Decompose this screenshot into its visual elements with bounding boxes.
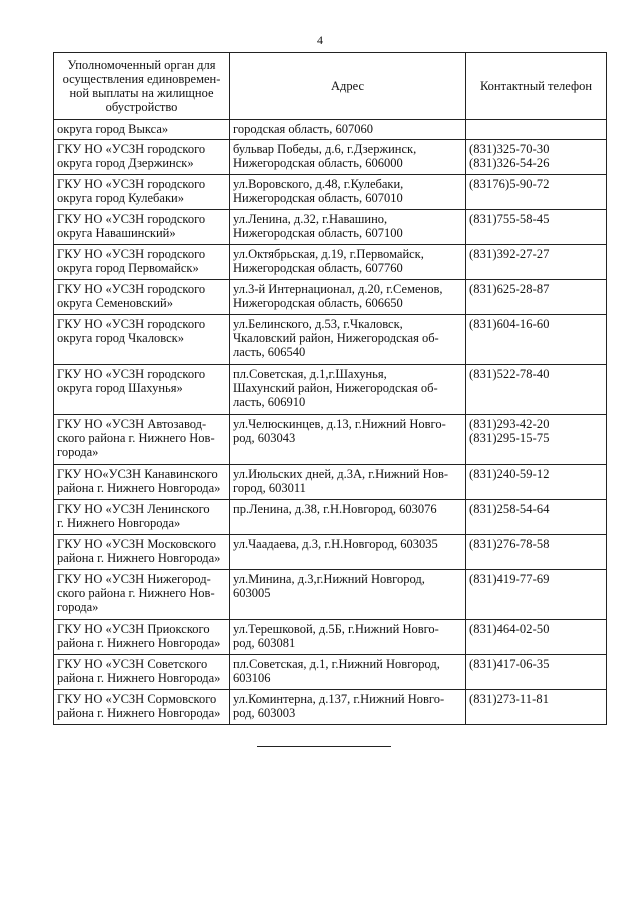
phone-cell [466,465,607,500]
address-cell [230,690,466,725]
cell-line: Нижегородская область, 607100 [233,226,403,240]
phone-cell [466,210,607,245]
cell-line: ГКУ НО«УСЗН Канавинского [57,467,218,481]
cell-line: (831)464-02-50 [469,622,550,636]
cell-line: города» [57,445,99,459]
cell-line: (831)295-15-75 [469,431,550,445]
cell-line: (831)293-42-20 [469,417,550,431]
cell-line: ул.Воровского, д.48, г.Кулебаки, [233,177,404,191]
cell-line: ул.Октябрьская, д.19, г.Первомайск, [233,247,424,261]
organization-cell [54,500,230,535]
organization-cell [54,175,230,210]
address-cell [230,140,466,175]
cell-line: ГКУ НО «УСЗН городского [57,247,206,261]
cell-line: (831)604-16-60 [469,317,550,331]
cell-line: Нижегородская область, 607010 [233,191,403,205]
table-row [54,570,607,620]
address-cell [230,415,466,465]
cell-line: ГКУ НО «УСЗН городского [57,367,206,381]
cell-line: 603106 [233,671,271,685]
cell-line: пл.Советская, д.1, г.Нижний Новгород, [233,657,440,671]
cell-line: ул.Июльских дней, д.3А, г.Нижний Нов- [233,467,449,481]
address-cell [230,465,466,500]
address-cell [230,500,466,535]
table-row [54,315,607,365]
cell-line: ул.Терешковой, д.5Б, г.Нижний Новго- [233,622,439,636]
table-row [54,210,607,245]
phone-cell [466,175,607,210]
cell-line: ласть, 606910 [233,395,306,409]
phone-cell [466,280,607,315]
cell-line: округа город Кулебаки» [57,191,184,205]
table-row [54,415,607,465]
address-cell [230,570,466,620]
cell-line: ГКУ НО «УСЗН Советского [57,657,208,671]
cell-line: ГКУ НО «УСЗН Автозавод- [57,417,207,431]
cell-line: род, 603003 [233,706,296,720]
organization-cell [54,535,230,570]
cell-line: ского района г. Нижнего Нов- [57,431,215,445]
table-row [54,365,607,415]
cell-line: (831)417-06-35 [469,657,550,671]
cell-line: (831)258-54-64 [469,502,550,516]
cell-line: Адрес [330,78,365,93]
phone-cell [466,690,607,725]
cell-line: род, 603043 [233,431,296,445]
table-row [54,175,607,210]
phone-cell [466,415,607,465]
page-number: 4 [317,33,323,47]
address-cell [230,280,466,315]
cell-line: города» [57,600,99,614]
cell-line: Нижегородская область, 606650 [233,296,403,310]
cell-line: ГКУ НО «УСЗН городского [57,142,206,156]
phone-cell [466,365,607,415]
address-cell [230,365,466,415]
cell-line: Шахунский район, Нижегородская об- [233,381,438,395]
cell-line: (831)325-70-30 [469,142,550,156]
table-row [54,245,607,280]
cell-line: округа Навашинский» [57,226,176,240]
cell-line: ГКУ НО «УСЗН городского [57,317,206,331]
cell-line: (831)240-59-12 [469,467,550,481]
organization-cell [54,245,230,280]
cell-line: пл.Советская, д.1,г.Шахунья, [233,367,387,381]
organization-cell [54,655,230,690]
address-cell [230,655,466,690]
cell-line: ул.Челюскинцев, д.13, г.Нижний Новго- [233,417,446,431]
cell-line: осуществления единовремен- [62,72,221,86]
end-rule [257,746,391,747]
cell-line: района г. Нижнего Новгорода» [57,551,221,565]
address-cell [230,175,466,210]
cell-line: ул.Минина, д.3,г.Нижний Новгород, [233,572,425,586]
address-cell [230,315,466,365]
cell-line: 603005 [233,586,271,600]
organization-cell [54,120,230,140]
header-address [230,53,466,120]
cell-line: округа город Дзержинск» [57,156,194,170]
cell-line: района г. Нижнего Новгорода» [57,671,221,685]
organization-cell [54,690,230,725]
cell-line: Нижегородская область, 607760 [233,261,403,275]
cell-line: округа город Первомайск» [57,261,199,275]
table-row [54,120,607,140]
cell-line: город, 603011 [233,481,306,495]
cell-line: (831)273-11-81 [469,692,550,706]
organization-cell [54,280,230,315]
table-row [54,535,607,570]
header-phone [466,53,607,120]
phone-cell [466,570,607,620]
cell-line: ского района г. Нижнего Нов- [57,586,215,600]
cell-line: городская область, 607060 [233,122,373,136]
cell-line: округа город Чкаловск» [57,331,185,345]
cell-line: Нижегородская область, 606000 [233,156,403,170]
cell-line: (831)522-78-40 [469,367,550,381]
cell-line: ГКУ НО «УСЗН Ленинского [57,502,210,516]
phone-cell [466,620,607,655]
cell-line: района г. Нижнего Новгорода» [57,636,221,650]
phone-cell [466,120,607,140]
organization-cell [54,415,230,465]
table-row [54,280,607,315]
organization-cell [54,465,230,500]
cell-line: (831)625-28-87 [469,282,550,296]
cell-line: ул.3-й Интернационал, д.20, г.Семенов, [233,282,443,296]
table-row [54,465,607,500]
phone-cell [466,315,607,365]
table-row [54,500,607,535]
cell-line: (831)276-78-58 [469,537,550,551]
phone-cell [466,140,607,175]
cell-line: района г. Нижнего Новгорода» [57,706,221,720]
table-row [54,620,607,655]
address-cell [230,120,466,140]
cell-line: округа Семеновский» [57,296,173,310]
cell-line: ГКУ НО «УСЗН городского [57,282,206,296]
organization-cell [54,140,230,175]
table-row [54,690,607,725]
address-cell [230,620,466,655]
cell-line: род, 603081 [233,636,296,650]
cell-line: (83176)5-90-72 [469,177,550,191]
table-row [54,655,607,690]
cell-line: Контактный телефон [479,78,593,93]
cell-line: ГКУ НО «УСЗН Сормовского [57,692,217,706]
cell-line: округа город Выкса» [57,122,169,136]
table-row [54,140,607,175]
cell-line: Уполномоченный орган для [67,58,216,72]
cell-line: ГКУ НО «УСЗН городского [57,177,206,191]
cell-line: ул.Белинского, д.53, г.Чкаловск, [233,317,403,331]
cell-line: ГКУ НО «УСЗН Московского [57,537,217,551]
cell-line: Чкаловский район, Нижегородская об- [233,331,439,345]
cell-line: ул.Коминтерна, д.137, г.Нижний Новго- [233,692,445,706]
address-cell [230,535,466,570]
cell-line: (831)326-54-26 [469,156,550,170]
phone-cell [466,655,607,690]
cell-line: (831)755-58-45 [469,212,550,226]
cell-line: обустройство [105,100,178,114]
phone-cell [466,535,607,570]
organization-cell [54,210,230,245]
cell-line: ной выплаты на жилищное [69,86,214,100]
agencies-table [53,52,607,725]
cell-line: (831)419-77-69 [469,572,550,586]
cell-line: бульвар Победы, д.6, г.Дзержинск, [233,142,417,156]
cell-line: ул.Чаадаева, д.3, г.Н.Новгород, 603035 [233,537,438,551]
organization-cell [54,570,230,620]
header-organization [54,53,230,120]
cell-line: ГКУ НО «УСЗН Приокского [57,622,210,636]
cell-line: ГКУ НО «УСЗН городского [57,212,206,226]
table-header-row [54,53,607,120]
cell-line: округа город Шахунья» [57,381,183,395]
cell-line: ГКУ НО «УСЗН Нижегород- [57,572,211,586]
organization-cell [54,365,230,415]
cell-line: ул.Ленина, д.32, г.Навашино, [233,212,388,226]
cell-line: ласть, 606540 [233,345,306,359]
organization-cell [54,620,230,655]
phone-cell [466,245,607,280]
cell-line: района г. Нижнего Новгорода» [57,481,221,495]
address-cell [230,245,466,280]
phone-cell [466,500,607,535]
cell-line: г. Нижнего Новгорода» [57,516,181,530]
organization-cell [54,315,230,365]
cell-line: пр.Ленина, д.38, г.Н.Новгород, 603076 [233,502,437,516]
cell-line: (831)392-27-27 [469,247,550,261]
address-cell [230,210,466,245]
